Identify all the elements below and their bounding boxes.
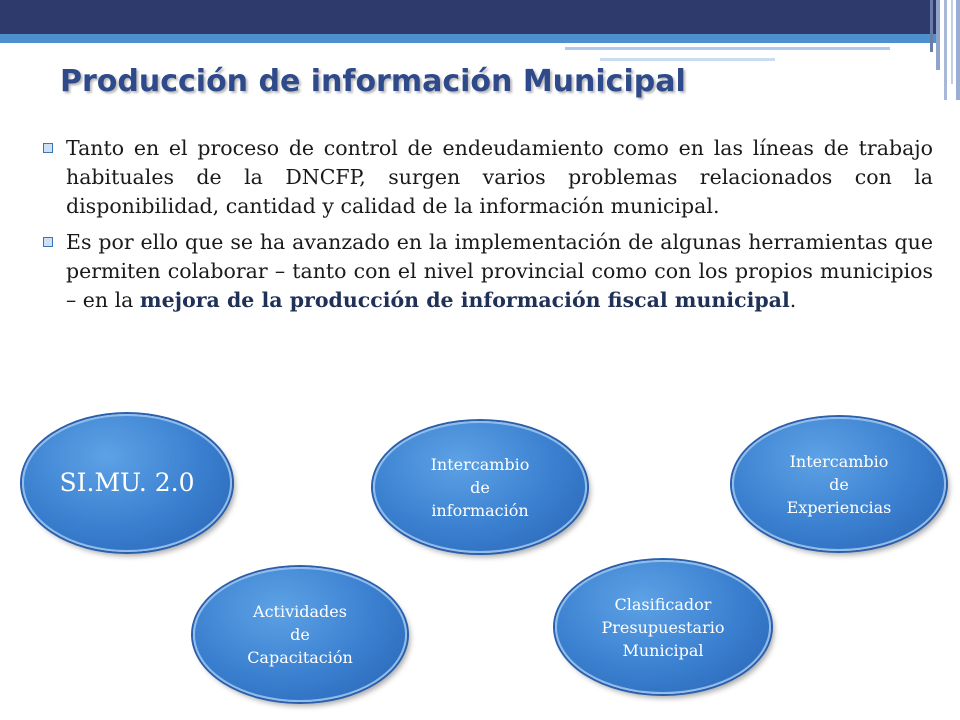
bullet-text-part: Tanto en el proceso de control de endeudamiento como en las líneas de trabajo habituales de la DNCFP, surgen varios problemas relacionados con la disponibilidad, cantidad y calidad de la información municipal. [66, 136, 933, 218]
bullet-text [66, 136, 933, 218]
slide-title: Producción de información Municipal [60, 64, 686, 99]
bullet-text-bold: mejora de la producción de información fiscal municipal [139, 288, 790, 312]
node-simu-label: SI.MU. 2.0 [59, 468, 195, 497]
corner-stripe [951, 0, 953, 84]
node-intercambio-experiencias-label: Intercambio de Experiencias [786, 451, 892, 517]
top-accent-line [600, 58, 775, 61]
corner-stripe [930, 0, 933, 52]
bullet-item [40, 134, 933, 221]
top-bar [0, 0, 940, 34]
node-intercambio-informacion[interactable] [373, 421, 587, 553]
node-capacitacion[interactable] [193, 567, 407, 702]
square-bullet-icon [43, 143, 53, 153]
node-simu[interactable] [22, 414, 232, 552]
bullet-text-part: Es por ello que se ha avanzado en la implementación de algunas herramientas que permiten colaborar – tanto con el nivel provincial como con los propios municipios – en la [66, 230, 933, 312]
corner-stripe [936, 0, 940, 70]
top-accent-line [565, 47, 890, 50]
node-clasificador[interactable] [555, 560, 771, 694]
corner-stripe [944, 0, 947, 100]
square-bullet-icon [43, 237, 53, 247]
node-intercambio-experiencias[interactable] [732, 417, 946, 551]
node-clasificador-label: Clasificador Presupuestario Municipal [601, 594, 725, 660]
node-capacitacion-label: Actividades de Capacitación [247, 602, 353, 667]
bullet-item [40, 228, 933, 315]
corner-stripe [956, 0, 960, 100]
top-accent-bar [0, 34, 940, 43]
bullet-text [66, 230, 933, 312]
bullet-text-part: . [789, 288, 797, 312]
node-intercambio-informacion-label: Intercambio de información [430, 454, 530, 520]
bullet-list [40, 134, 933, 322]
